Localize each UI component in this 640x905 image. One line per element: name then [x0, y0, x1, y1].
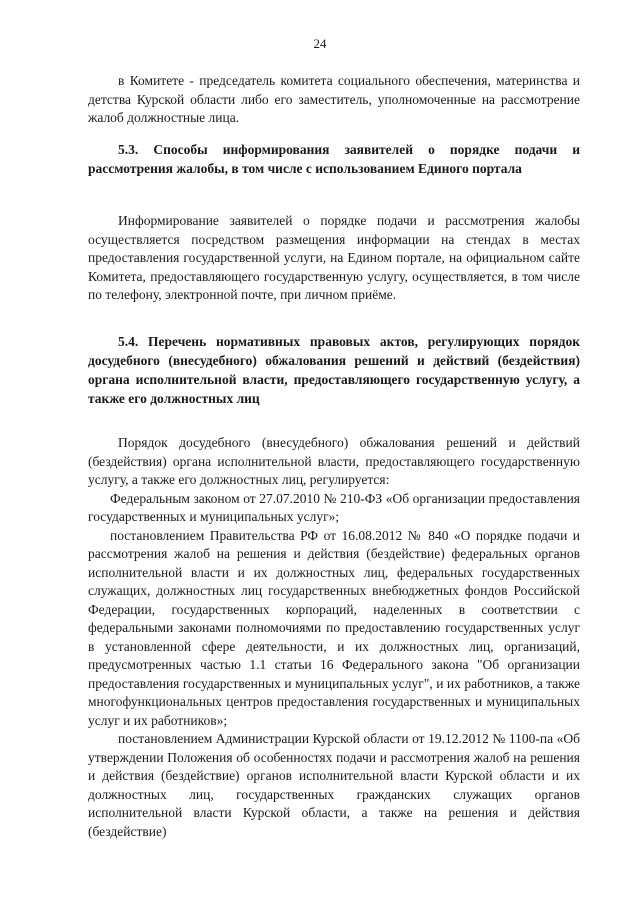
- page-number: 24: [313, 36, 327, 51]
- intro-paragraph: в Комитете - председатель комитета социального обеспечения, материнства и детства Курской области либо его заместитель, уполномоченные на рассмотрение жалоб должностные лица.: [88, 73, 580, 125]
- section-5-4-paragraph-2: Федеральным законом от 27.07.2010 № 210-ФЗ «Об организации предоставления государственных и муниципальных услуг»;: [88, 490, 580, 524]
- section-5-4-paragraph-4: постановлением Администрации Курской области от 19.12.2012 № 1100-па «Об утверждении Положения об особенностях подачи и рассмотрения жалоб на решения и действия (бездействие) органов исполнительной власти Курской области и их должностных лиц, государственных гражданских служащих органов исполнительной власти Курской области, а также на решения и действия (бездействие): [88, 731, 580, 839]
- section-5-4-heading: 5.4. Перечень нормативных правовых актов, регулирующих порядок досудебного (внесудебного) обжалования решений и действий (бездействия) органа исполнительной власти, предоставляющего государственную услугу, а также его должностных лиц: [88, 334, 580, 406]
- section-5-4: [88, 332, 580, 408]
- section-5-3: [88, 140, 580, 178]
- section-5-4-body: [88, 434, 580, 841]
- section-5-4-paragraph-3: постановлением Правительства РФ от 16.08.2012 № 840 «О порядке подачи и рассмотрения жалоб на решения и действия (бездействие) федеральных органов исполнительной власти и их должностных лиц, федеральных государственных служащих, должностных лиц государственных внебюджетных фондов Российской Федерации, государственных корпораций, наделенных в соответствии с федеральными законами полномочиями по предоставлению государственных услуг в установленной сфере деятельности, и их должностных лиц, организаций, предусмотренных частью 1.1 статьи 16 Федерального закона "Об организации предоставления государственных и муниципальных услуг", и их работников, а также многофункциональных центров предоставления государственных и муниципальных услуг и их работников»;: [88, 527, 580, 728]
- section-5-3-heading: 5.3. Способы информирования заявителей о порядке подачи и рассмотрения жалобы, в том числе с использованием Единого портала: [88, 142, 580, 176]
- section-5-3-text: Информирование заявителей о порядке подачи и рассмотрения жалобы осуществляется посредством размещения информации на стендах в местах предоставления государственной услуги, на Едином портале, на официальном сайте Комитета, предоставляющего государственную услугу, осуществляется, в том числе по телефону, электронной почте, при личном приёме.: [88, 213, 580, 302]
- section-5-4-paragraph-1: Порядок досудебного (внесудебного) обжалования решений и действий (бездействия) органа исполнительной власти, предоставляющего государственную услугу, а также его должностных лиц, регулируется:: [88, 435, 580, 487]
- section-5-3-body: [88, 212, 580, 305]
- intro-paragraph-block: [88, 72, 580, 128]
